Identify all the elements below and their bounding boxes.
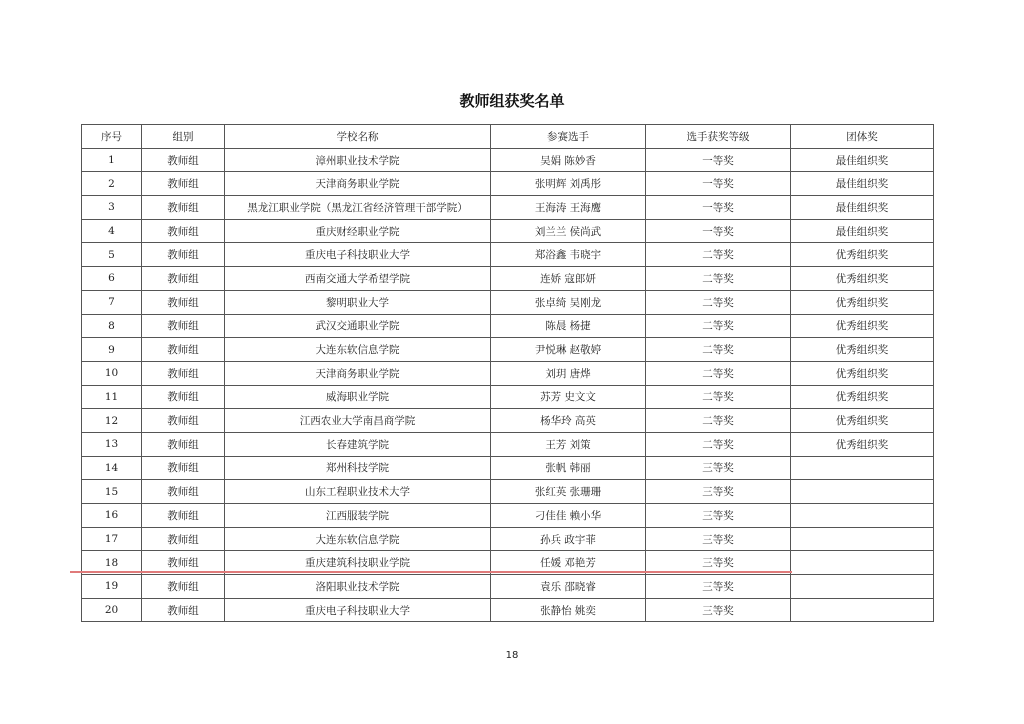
table-row bbox=[82, 409, 934, 433]
row-players: 尹悦琳 赵敬婷 bbox=[491, 338, 646, 362]
row-school: 洛阳职业技术学院 bbox=[225, 575, 491, 599]
row-number: 10 bbox=[82, 361, 142, 385]
row-school: 黑龙江职业学院（黑龙江省经济管理干部学院） bbox=[225, 196, 491, 220]
row-level: 二等奖 bbox=[646, 338, 791, 362]
table-row bbox=[82, 148, 934, 172]
table-header-row bbox=[82, 125, 934, 149]
row-players: 王芳 刘策 bbox=[491, 432, 646, 456]
row-group: 教师组 bbox=[142, 409, 225, 433]
row-level: 一等奖 bbox=[646, 148, 791, 172]
row-team-award: 最佳组织奖 bbox=[791, 196, 934, 220]
row-group: 教师组 bbox=[142, 480, 225, 504]
row-players: 连娇 寇郎妍 bbox=[491, 267, 646, 291]
table-row bbox=[82, 267, 934, 291]
row-school: 重庆电子科技职业大学 bbox=[225, 598, 491, 622]
row-level: 三等奖 bbox=[646, 551, 791, 575]
table-row bbox=[82, 219, 934, 243]
row-group: 教师组 bbox=[142, 551, 225, 575]
row-level: 二等奖 bbox=[646, 290, 791, 314]
row-level: 三等奖 bbox=[646, 480, 791, 504]
row-players: 袁乐 邵晓睿 bbox=[491, 575, 646, 599]
table-row bbox=[82, 480, 934, 504]
row-players: 张静怡 姚奕 bbox=[491, 598, 646, 622]
table-row bbox=[82, 361, 934, 385]
row-group: 教师组 bbox=[142, 432, 225, 456]
row-school: 大连东软信息学院 bbox=[225, 338, 491, 362]
row-team-award: 优秀组织奖 bbox=[791, 290, 934, 314]
row-players: 杨华玲 高英 bbox=[491, 409, 646, 433]
row-number: 14 bbox=[82, 456, 142, 480]
page-number: 18 bbox=[505, 650, 519, 661]
row-level: 一等奖 bbox=[646, 196, 791, 220]
row-team-award: 优秀组织奖 bbox=[791, 338, 934, 362]
column-header-number: 序号 bbox=[82, 125, 142, 149]
row-school: 重庆电子科技职业大学 bbox=[225, 243, 491, 267]
row-level: 三等奖 bbox=[646, 456, 791, 480]
row-number: 8 bbox=[82, 314, 142, 338]
row-team-award bbox=[791, 480, 934, 504]
row-number: 12 bbox=[82, 409, 142, 433]
row-group: 教师组 bbox=[142, 575, 225, 599]
row-group: 教师组 bbox=[142, 219, 225, 243]
row-school: 长春建筑学院 bbox=[225, 432, 491, 456]
row-number: 13 bbox=[82, 432, 142, 456]
row-players: 苏芳 史文文 bbox=[491, 385, 646, 409]
row-team-award: 优秀组织奖 bbox=[791, 361, 934, 385]
table-row bbox=[82, 243, 934, 267]
row-number: 11 bbox=[82, 385, 142, 409]
row-players: 刘玥 唐烨 bbox=[491, 361, 646, 385]
page-title: 教师组获奖名单 bbox=[459, 92, 565, 110]
row-team-award: 优秀组织奖 bbox=[791, 267, 934, 291]
row-group: 教师组 bbox=[142, 504, 225, 528]
row-school: 西南交通大学希望学院 bbox=[225, 267, 491, 291]
row-school: 江西服装学院 bbox=[225, 504, 491, 528]
row-level: 一等奖 bbox=[646, 219, 791, 243]
row-team-award: 最佳组织奖 bbox=[791, 148, 934, 172]
row-number: 16 bbox=[82, 504, 142, 528]
row-team-award bbox=[791, 598, 934, 622]
row-number: 5 bbox=[82, 243, 142, 267]
row-group: 教师组 bbox=[142, 267, 225, 291]
row-players: 张明辉 刘禹彤 bbox=[491, 172, 646, 196]
row-level: 一等奖 bbox=[646, 172, 791, 196]
table-row bbox=[82, 504, 934, 528]
row-players: 刁佳佳 赖小华 bbox=[491, 504, 646, 528]
row-school: 天津商务职业学院 bbox=[225, 361, 491, 385]
row-number: 6 bbox=[82, 267, 142, 291]
row-number: 17 bbox=[82, 527, 142, 551]
row-players: 王海涛 王海鹰 bbox=[491, 196, 646, 220]
row-group: 教师组 bbox=[142, 527, 225, 551]
row-team-award bbox=[791, 527, 934, 551]
row-level: 二等奖 bbox=[646, 314, 791, 338]
row-group: 教师组 bbox=[142, 314, 225, 338]
row-level: 三等奖 bbox=[646, 598, 791, 622]
row-team-award: 最佳组织奖 bbox=[791, 172, 934, 196]
row-number: 7 bbox=[82, 290, 142, 314]
row-team-award: 优秀组织奖 bbox=[791, 409, 934, 433]
row-number: 19 bbox=[82, 575, 142, 599]
row-players: 刘兰兰 侯尚武 bbox=[491, 219, 646, 243]
row-team-award bbox=[791, 456, 934, 480]
row-school: 山东工程职业技术大学 bbox=[225, 480, 491, 504]
table-body bbox=[82, 148, 934, 622]
row-school: 天津商务职业学院 bbox=[225, 172, 491, 196]
row-group: 教师组 bbox=[142, 243, 225, 267]
row-school: 黎明职业大学 bbox=[225, 290, 491, 314]
row-level: 二等奖 bbox=[646, 385, 791, 409]
row-school: 大连东软信息学院 bbox=[225, 527, 491, 551]
row-number: 20 bbox=[82, 598, 142, 622]
row-players: 张帆 韩丽 bbox=[491, 456, 646, 480]
row-group: 教师组 bbox=[142, 598, 225, 622]
awards-table bbox=[81, 124, 934, 622]
table-row bbox=[82, 290, 934, 314]
row-team-award: 优秀组织奖 bbox=[791, 314, 934, 338]
row-team-award bbox=[791, 504, 934, 528]
row-team-award bbox=[791, 551, 934, 575]
row-team-award: 优秀组织奖 bbox=[791, 243, 934, 267]
row-players: 孙兵 政宇菲 bbox=[491, 527, 646, 551]
row-school: 江西农业大学南昌商学院 bbox=[225, 409, 491, 433]
row-level: 二等奖 bbox=[646, 361, 791, 385]
row-level: 三等奖 bbox=[646, 504, 791, 528]
column-header-team-award: 团体奖 bbox=[791, 125, 934, 149]
row-team-award bbox=[791, 575, 934, 599]
row-team-award: 优秀组织奖 bbox=[791, 385, 934, 409]
column-header-group: 组别 bbox=[142, 125, 225, 149]
row-number: 3 bbox=[82, 196, 142, 220]
row-school: 郑州科技学院 bbox=[225, 456, 491, 480]
row-group: 教师组 bbox=[142, 148, 225, 172]
row-players: 陈晨 杨捷 bbox=[491, 314, 646, 338]
row-level: 二等奖 bbox=[646, 432, 791, 456]
row-level: 二等奖 bbox=[646, 267, 791, 291]
row-school: 漳州职业技术学院 bbox=[225, 148, 491, 172]
row-group: 教师组 bbox=[142, 361, 225, 385]
table-row bbox=[82, 338, 934, 362]
row-school: 威海职业学院 bbox=[225, 385, 491, 409]
row-number: 1 bbox=[82, 148, 142, 172]
table-row bbox=[82, 172, 934, 196]
column-header-level: 选手获奖等级 bbox=[646, 125, 791, 149]
row-number: 18 bbox=[82, 551, 142, 575]
table-row bbox=[82, 527, 934, 551]
row-level: 二等奖 bbox=[646, 409, 791, 433]
row-players: 任媛 邓艳芳 bbox=[491, 551, 646, 575]
row-players: 吴娟 陈妙香 bbox=[491, 148, 646, 172]
row-group: 教师组 bbox=[142, 338, 225, 362]
table-row bbox=[82, 196, 934, 220]
row-group: 教师组 bbox=[142, 385, 225, 409]
table-row bbox=[82, 575, 934, 599]
row-group: 教师组 bbox=[142, 196, 225, 220]
table-row bbox=[82, 385, 934, 409]
row-number: 9 bbox=[82, 338, 142, 362]
table-row bbox=[82, 314, 934, 338]
table-row bbox=[82, 598, 934, 622]
column-header-players: 参赛选手 bbox=[491, 125, 646, 149]
table-row bbox=[82, 432, 934, 456]
row-group: 教师组 bbox=[142, 290, 225, 314]
row-number: 15 bbox=[82, 480, 142, 504]
row-level: 二等奖 bbox=[646, 243, 791, 267]
row-players: 郑浴鑫 韦晓宇 bbox=[491, 243, 646, 267]
row-players: 张红英 张珊珊 bbox=[491, 480, 646, 504]
row-number: 2 bbox=[82, 172, 142, 196]
row-school: 重庆财经职业学院 bbox=[225, 219, 491, 243]
red-underline-annotation bbox=[70, 571, 792, 573]
table-row bbox=[82, 456, 934, 480]
row-school: 重庆建筑科技职业学院 bbox=[225, 551, 491, 575]
row-team-award: 最佳组织奖 bbox=[791, 219, 934, 243]
column-header-school: 学校名称 bbox=[225, 125, 491, 149]
row-level: 三等奖 bbox=[646, 527, 791, 551]
row-team-award: 优秀组织奖 bbox=[791, 432, 934, 456]
row-level: 三等奖 bbox=[646, 575, 791, 599]
row-group: 教师组 bbox=[142, 172, 225, 196]
row-players: 张卓绮 吴刚龙 bbox=[491, 290, 646, 314]
row-school: 武汉交通职业学院 bbox=[225, 314, 491, 338]
row-number: 4 bbox=[82, 219, 142, 243]
row-group: 教师组 bbox=[142, 456, 225, 480]
